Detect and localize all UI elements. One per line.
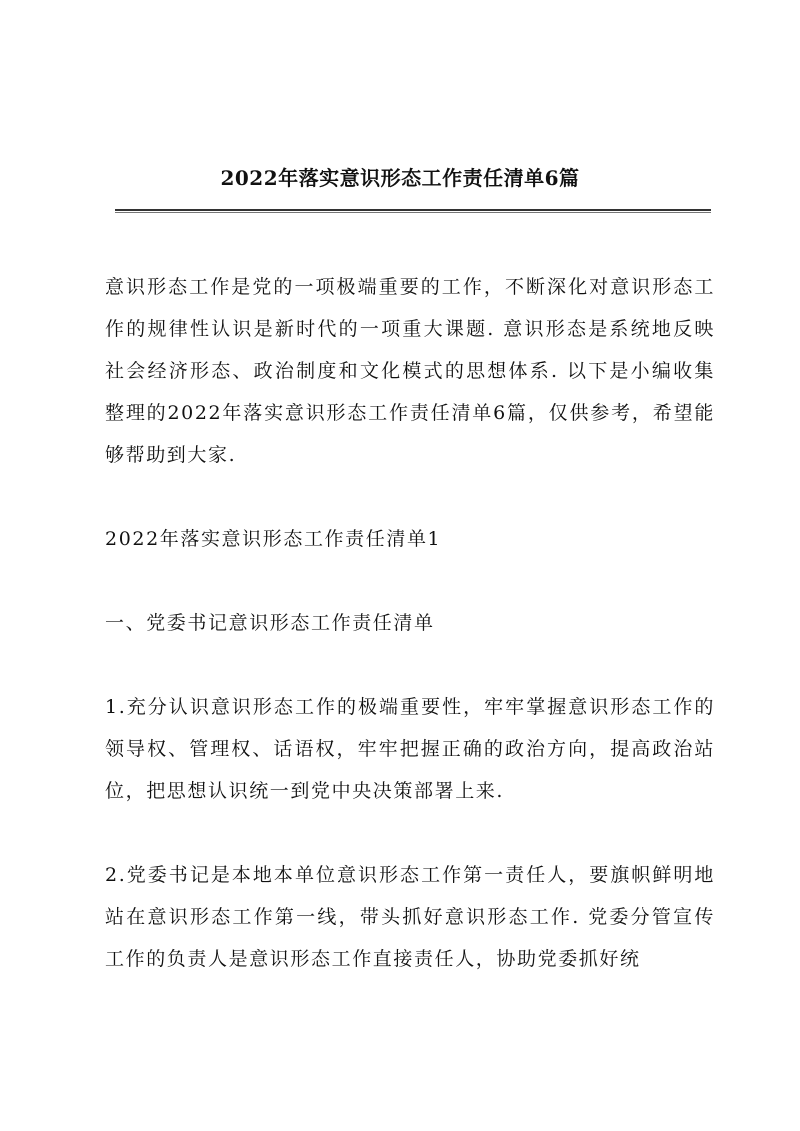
document-title: 2022年落实意识形态工作责任清单6篇 [220, 166, 580, 190]
section-title: 2022年落实意识形态工作责任清单1 [105, 528, 442, 550]
section-heading: 一、党委书记意识形态工作责任清单 [105, 612, 435, 634]
list-item-1: 1.充分认识意识形态工作的极端重要性，牢牢掌握意识形态工作的领导权、管理权、话语权，牢牢把握正确的政治方向，提高政治站位，把思想认识统一到党中央决策部署上来. [105, 696, 715, 802]
title-divider [115, 209, 711, 213]
intro-paragraph: 意识形态工作是党的一项极端重要的工作，不断深化对意识形态工作的规律性认识是新时代的一项重大课题. 意识形态是系统地反映社会经济形态、政治制度和文化模式的思想体系. 以下是小编收集整理的2022年落实意识形态工作责任清单6篇，仅供参考，希望能够帮助到大家. [105, 276, 715, 466]
list-item-2: 2.党委书记是本地本单位意识形态工作第一责任人，要旗帜鲜明地站在意识形态工作第一线，带头抓好意识形态工作. 党委分管宣传工作的负责人是意识形态工作直接责任人，协助党委抓好统 [105, 864, 715, 970]
